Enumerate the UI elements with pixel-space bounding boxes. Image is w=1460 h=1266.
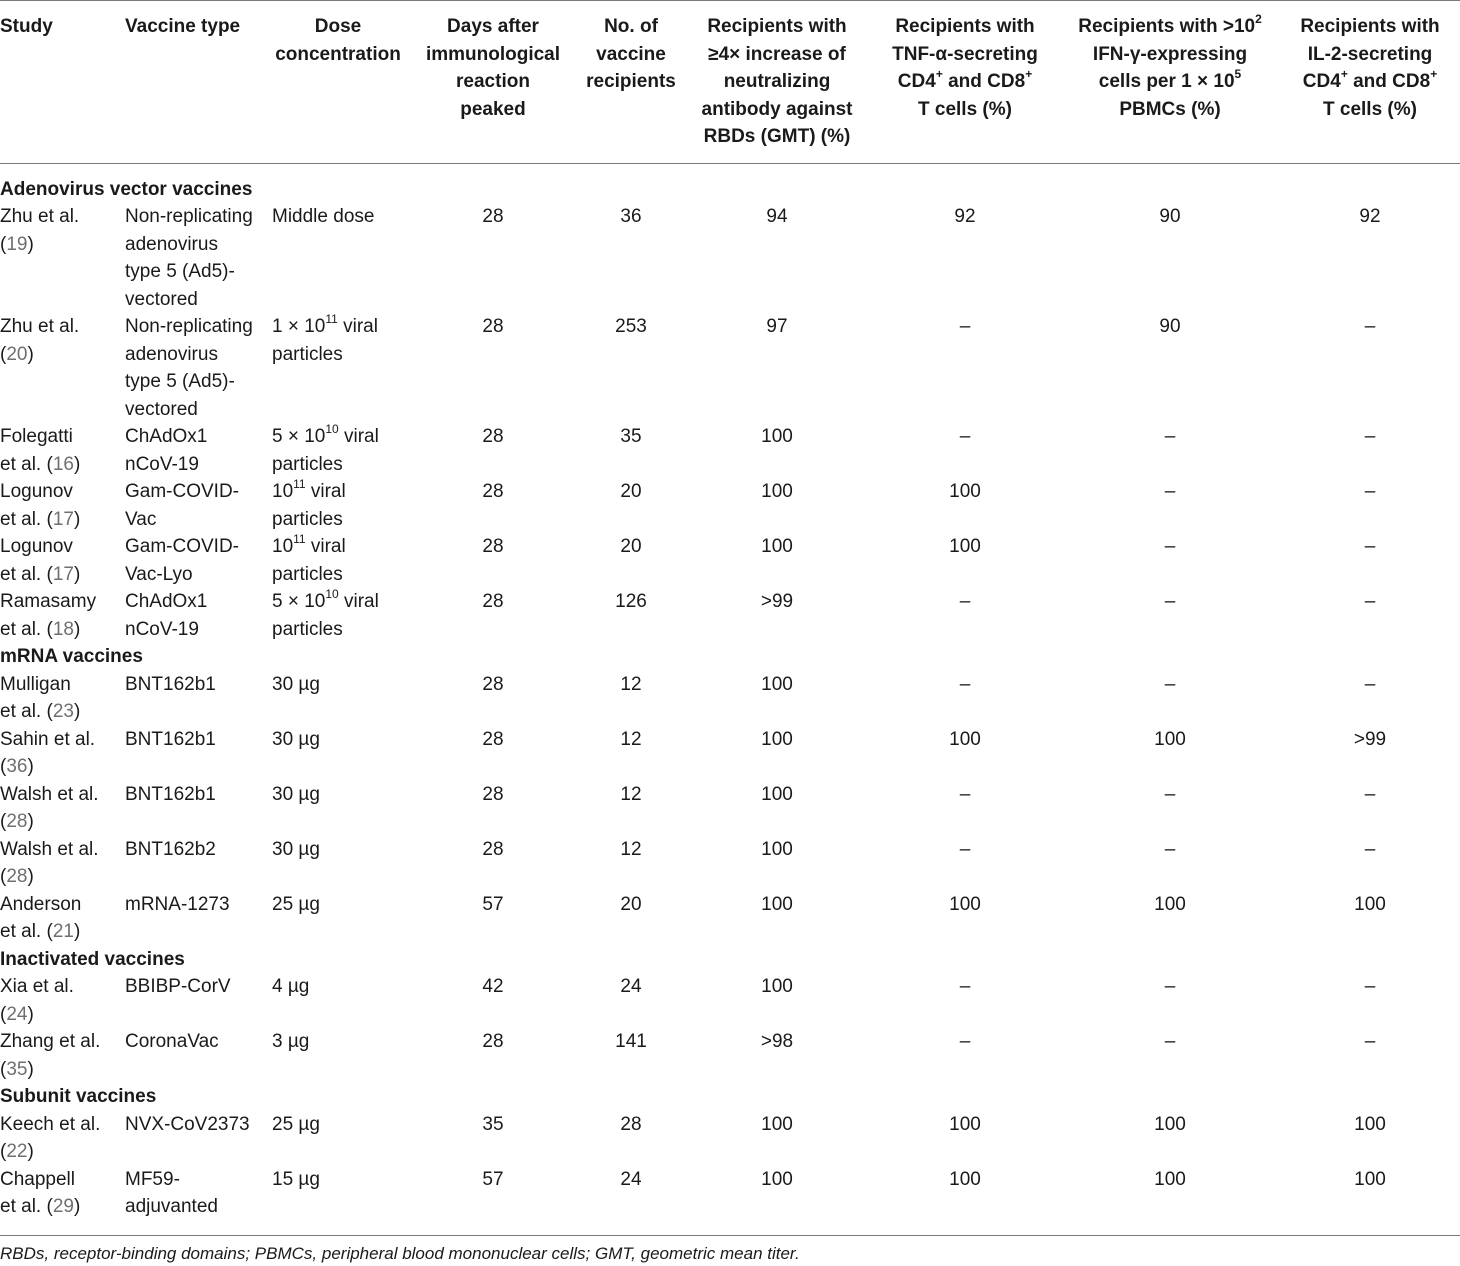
- group-row: [0, 643, 1460, 671]
- days-cell: 28: [482, 426, 504, 447]
- table-row: [0, 1111, 1460, 1166]
- group-heading: Inactivated vaccines: [0, 948, 185, 970]
- study-author: Zhu et al.: [0, 206, 80, 227]
- vaccine-type-line: adenovirus: [125, 343, 218, 365]
- il2-cell: –: [1364, 536, 1376, 557]
- paren-close: ): [73, 618, 81, 640]
- days-cell: 28: [482, 206, 504, 227]
- tnf-cell: –: [959, 838, 971, 860]
- recipients-cell: 35: [620, 426, 642, 447]
- neutralizing-cell: 100: [761, 673, 793, 695]
- reference-link[interactable]: 22: [6, 1141, 28, 1162]
- ifn-cell: –: [1164, 591, 1176, 612]
- paren-open: (: [0, 1003, 7, 1025]
- group-row: [0, 1083, 1460, 1111]
- il2-cell: –: [1364, 426, 1376, 447]
- tnf-cell: –: [959, 591, 971, 612]
- il2-cell: –: [1364, 783, 1376, 805]
- days-cell: 35: [482, 1113, 504, 1135]
- dose-cell: [268, 726, 408, 781]
- table-row: [0, 726, 1460, 781]
- vaccine-type-cell: [120, 203, 268, 313]
- dose-cell: [268, 781, 408, 836]
- neutralizing-cell: 100: [761, 728, 793, 750]
- ifn-cell: –: [1164, 976, 1176, 997]
- study-cell: [0, 973, 120, 1028]
- table-row: [0, 973, 1460, 1028]
- days-cell: 28: [482, 728, 504, 750]
- recipients-cell: 12: [620, 673, 642, 695]
- reference-link[interactable]: 19: [6, 233, 28, 255]
- paren-close: ): [27, 343, 34, 365]
- neutralizing-cell: 100: [761, 426, 793, 447]
- dose-value: 10: [272, 536, 294, 557]
- dose-unit-line2: particles: [272, 508, 343, 530]
- neutralizing-cell: 97: [766, 316, 788, 337]
- paren-open: (: [0, 1058, 7, 1080]
- dose-value: 5 × 10: [272, 426, 326, 447]
- vaccine-type-line: adenovirus: [125, 233, 218, 255]
- reference-link[interactable]: 16: [52, 453, 74, 475]
- paren-close: ): [27, 1003, 34, 1025]
- dose-exponent: 11: [293, 476, 306, 491]
- ifn-cell: –: [1164, 673, 1176, 695]
- tnf-cell: –: [959, 1031, 971, 1052]
- study-cell: [0, 1166, 120, 1236]
- vaccine-type-cell: [120, 891, 268, 946]
- days-cell: 28: [482, 783, 504, 805]
- reference-link[interactable]: 36: [6, 756, 28, 777]
- vaccine-type-line: BNT162b2: [125, 838, 216, 860]
- dose-value: Middle dose: [272, 206, 375, 227]
- neutralizing-cell: 100: [761, 1168, 793, 1190]
- vaccine-type-cell: [120, 1028, 268, 1083]
- table-footnote: RBDs, receptor-binding domains; PBMCs, peripheral blood mononuclear cells; GMT, geometric mean titer.: [0, 1243, 800, 1263]
- days-cell: 28: [482, 316, 504, 337]
- vaccine-type-line: Vac-Lyo: [125, 563, 193, 585]
- table-row: [0, 836, 1460, 891]
- ifn-cell: –: [1164, 1031, 1176, 1052]
- recipients-cell: 12: [620, 728, 642, 750]
- study-cell: [0, 533, 120, 588]
- neutralizing-cell: >99: [760, 591, 794, 612]
- dose-cell: [268, 671, 408, 726]
- dose-exponent: 10: [325, 421, 339, 436]
- col-header-dose: Dose concentration: [275, 16, 401, 65]
- study-author: Walsh et al.: [0, 838, 99, 860]
- vaccine-type-line: mRNA-1273: [125, 893, 230, 915]
- study-etal: et al. (: [0, 921, 53, 942]
- study-cell: [0, 588, 120, 643]
- table-row: [0, 533, 1460, 588]
- vaccine-type-line: Non-replicating: [125, 206, 253, 227]
- il2-cell: –: [1364, 481, 1376, 502]
- dose-unit-line2: particles: [272, 453, 343, 475]
- study-etal: et al. (: [0, 701, 53, 722]
- recipients-cell: 12: [620, 783, 642, 805]
- vaccine-type-line: Gam-COVID-: [125, 481, 239, 502]
- reference-link[interactable]: 17: [52, 508, 74, 530]
- paren-open: (: [0, 811, 7, 832]
- dose-cell: [268, 891, 408, 946]
- vaccine-type-cell: [120, 423, 268, 478]
- vaccine-type-cell: [120, 478, 268, 533]
- dose-unit: viral: [305, 536, 346, 557]
- il2-cell: 92: [1359, 206, 1381, 227]
- paren-open: (: [0, 343, 7, 365]
- il2-cell: –: [1364, 1031, 1376, 1052]
- vaccine-type-line: vectored: [125, 288, 198, 310]
- col-header-vaccine-type: Vaccine type: [125, 16, 241, 37]
- dose-cell: [268, 423, 408, 478]
- dose-cell: [268, 203, 408, 313]
- dose-value: 3 µg: [272, 1031, 310, 1052]
- tnf-cell: –: [959, 976, 971, 997]
- vaccine-type-line: NVX-CoV2373: [125, 1113, 250, 1135]
- vaccine-type-line: nCoV-19: [125, 618, 199, 640]
- reference-link[interactable]: 28: [6, 866, 28, 887]
- dose-unit-line2: particles: [272, 618, 343, 640]
- paren-open: (: [0, 233, 7, 255]
- vaccine-type-line: BNT162b1: [125, 783, 216, 805]
- tnf-cell: 100: [949, 1168, 981, 1190]
- paren-close: ): [27, 1058, 34, 1080]
- dose-unit: viral: [337, 316, 378, 337]
- reference-link[interactable]: 17: [52, 563, 74, 585]
- neutralizing-cell: 100: [761, 893, 793, 915]
- recipients-cell: 20: [620, 893, 642, 915]
- days-cell: 28: [482, 838, 504, 860]
- study-cell: [0, 423, 120, 478]
- days-cell: 57: [482, 893, 504, 915]
- ifn-cell: –: [1164, 426, 1176, 447]
- il2-cell: 100: [1354, 893, 1386, 915]
- dose-unit-line2: particles: [272, 343, 343, 365]
- dose-cell: [268, 1166, 408, 1236]
- dose-value: 25 µg: [272, 1113, 320, 1135]
- tnf-cell: 100: [949, 536, 981, 557]
- ifn-cell: –: [1164, 838, 1176, 860]
- ifn-cell: –: [1164, 536, 1176, 557]
- ifn-cell: 100: [1154, 1168, 1186, 1190]
- study-author: Zhang et al.: [0, 1031, 101, 1052]
- col-header-study: Study: [0, 16, 53, 37]
- neutralizing-cell: 94: [766, 206, 788, 227]
- paren-close: ): [27, 866, 34, 887]
- days-cell: 28: [482, 673, 504, 695]
- recipients-cell: 126: [615, 591, 647, 612]
- neutralizing-cell: 100: [761, 1113, 793, 1135]
- il2-cell: –: [1364, 976, 1376, 997]
- tnf-cell: 100: [949, 1113, 981, 1135]
- recipients-cell: 20: [620, 481, 642, 502]
- dose-unit: viral: [338, 591, 379, 612]
- vaccine-type-cell: [120, 671, 268, 726]
- neutralizing-cell: >98: [760, 1031, 794, 1052]
- days-cell: 42: [482, 976, 504, 997]
- study-author: Chappell: [0, 1168, 75, 1190]
- dose-value: 30 µg: [272, 728, 320, 750]
- study-author: Walsh et al.: [0, 783, 99, 805]
- paren-open: (: [0, 866, 7, 887]
- group-heading: mRNA vaccines: [0, 646, 143, 667]
- study-author: Logunov: [0, 481, 73, 502]
- reference-link[interactable]: 21: [52, 921, 74, 942]
- table-row: [0, 781, 1460, 836]
- vaccine-type-cell: [120, 588, 268, 643]
- tnf-cell: –: [959, 673, 971, 695]
- study-cell: [0, 478, 120, 533]
- tnf-cell: –: [959, 316, 971, 337]
- study-author: Logunov: [0, 536, 73, 557]
- il2-cell: 100: [1354, 1168, 1386, 1190]
- ifn-cell: –: [1164, 481, 1176, 502]
- study-author: Sahin et al.: [0, 728, 96, 750]
- dose-exponent: 11: [293, 531, 306, 546]
- reference-link[interactable]: 20: [6, 343, 28, 365]
- vaccine-type-cell: [120, 726, 268, 781]
- vaccine-type-cell: [120, 533, 268, 588]
- vaccine-type-line: Vac: [125, 508, 157, 530]
- tnf-cell: 100: [949, 481, 981, 502]
- neutralizing-cell: 100: [761, 838, 793, 860]
- vaccine-type-cell: [120, 781, 268, 836]
- vaccine-type-line: vectored: [125, 398, 198, 420]
- study-author: Folegatti: [0, 426, 73, 447]
- paren-open: (: [0, 1141, 7, 1162]
- vaccine-type-line: ChAdOx1: [125, 591, 208, 612]
- study-etal: et al. (: [0, 453, 53, 475]
- vaccine-type-cell: [120, 1111, 268, 1166]
- study-cell: [0, 726, 120, 781]
- days-cell: 28: [482, 1031, 504, 1052]
- days-cell: 28: [482, 481, 504, 502]
- il2-cell: –: [1364, 673, 1376, 695]
- vaccine-type-line: ChAdOx1: [125, 426, 208, 447]
- neutralizing-cell: 100: [761, 536, 793, 557]
- table-header: [0, 1, 1460, 164]
- dose-value: 10: [272, 481, 294, 502]
- paren-close: ): [27, 811, 34, 832]
- dose-cell: [268, 478, 408, 533]
- recipients-cell: 12: [620, 838, 642, 860]
- reference-link[interactable]: 23: [52, 701, 74, 722]
- ifn-cell: 100: [1154, 728, 1186, 750]
- ifn-cell: 100: [1154, 893, 1186, 915]
- il2-cell: –: [1364, 591, 1376, 612]
- vaccine-type-line: adjuvanted: [125, 1196, 218, 1217]
- il2-cell: >99: [1353, 728, 1387, 750]
- study-author: Ramasamy: [0, 591, 97, 612]
- vaccine-type-line: CoronaVac: [125, 1031, 219, 1052]
- ifn-cell: 100: [1154, 1113, 1186, 1135]
- study-author: Xia et al.: [0, 976, 74, 997]
- dose-cell: [268, 313, 408, 423]
- paren-close: ): [73, 701, 81, 722]
- paren-close: ): [73, 921, 81, 942]
- ifn-cell: 90: [1159, 316, 1181, 337]
- dose-value: 30 µg: [272, 838, 320, 860]
- study-etal: et al. (: [0, 1196, 53, 1217]
- col-header-tnf: Recipients with TNF-α-secreting CD4+ and CD8+ T cells (%): [892, 16, 1038, 120]
- paren-close: ): [27, 1141, 34, 1162]
- study-cell: [0, 1111, 120, 1166]
- recipients-cell: 24: [620, 976, 642, 997]
- dose-value: 5 × 10: [272, 591, 326, 612]
- reference-link[interactable]: 24: [6, 1003, 28, 1025]
- study-author: Zhu et al.: [0, 316, 80, 337]
- dose-cell: [268, 1028, 408, 1083]
- dose-cell: [268, 588, 408, 643]
- study-cell: [0, 836, 120, 891]
- study-author: Mulligan: [0, 673, 71, 695]
- dose-cell: [268, 533, 408, 588]
- tnf-cell: 92: [954, 206, 976, 227]
- dose-value: 30 µg: [272, 783, 320, 805]
- table-row: [0, 203, 1460, 313]
- table-row: [0, 423, 1460, 478]
- paren-open: (: [0, 756, 7, 777]
- study-etal: et al. (: [0, 508, 53, 530]
- il2-cell: –: [1364, 838, 1376, 860]
- recipients-cell: 253: [615, 316, 647, 337]
- paren-close: ): [73, 453, 81, 475]
- ifn-cell: 90: [1159, 206, 1181, 227]
- vaccine-type-line: type 5 (Ad5)-: [125, 261, 235, 282]
- study-author: Anderson: [0, 893, 82, 915]
- vaccine-type-cell: [120, 973, 268, 1028]
- table-row: [0, 478, 1460, 533]
- vaccine-type-line: BNT162b1: [125, 728, 216, 750]
- dose-unit: viral: [338, 426, 379, 447]
- vaccine-type-cell: [120, 1166, 268, 1236]
- group-row: [0, 946, 1460, 974]
- dose-unit-line2: particles: [272, 563, 343, 585]
- reference-link[interactable]: 35: [6, 1058, 28, 1080]
- recipients-cell: 28: [620, 1113, 642, 1135]
- table-row: [0, 1166, 1460, 1236]
- paren-close: ): [27, 756, 34, 777]
- reference-link[interactable]: 18: [52, 618, 74, 640]
- study-cell: [0, 203, 120, 313]
- recipients-cell: 20: [620, 536, 642, 557]
- paren-close: ): [73, 1196, 81, 1217]
- group-row: [0, 163, 1460, 203]
- study-etal: et al. (: [0, 618, 53, 640]
- dose-exponent: 10: [325, 586, 339, 601]
- days-cell: 28: [482, 536, 504, 557]
- table-row: [0, 313, 1460, 423]
- col-header-ifn: Recipients with $>10^2$ IFN-γ-expressing cells per $1 \times 10^5$ PBMCs (%): [1078, 11, 1262, 120]
- vaccine-type-line: nCoV-19: [125, 453, 199, 475]
- tnf-cell: –: [959, 783, 971, 805]
- il2-cell: –: [1364, 316, 1376, 337]
- tnf-cell: 100: [949, 728, 981, 750]
- tnf-cell: 100: [949, 893, 981, 915]
- days-cell: 28: [482, 591, 504, 612]
- paren-close: ): [73, 508, 81, 530]
- recipients-cell: 36: [620, 206, 642, 227]
- vaccine-type-cell: [120, 313, 268, 423]
- group-heading: Adenovirus vector vaccines: [0, 178, 253, 200]
- dose-value: 4 µg: [272, 976, 310, 997]
- table-row: [0, 588, 1460, 643]
- study-cell: [0, 671, 120, 726]
- neutralizing-cell: 100: [761, 976, 793, 997]
- dose-cell: [268, 836, 408, 891]
- col-header-recipients: No. of vaccine recipients: [586, 16, 676, 92]
- dose-value: 15 µg: [272, 1168, 320, 1190]
- recipients-cell: 24: [620, 1168, 642, 1190]
- dose-value: 30 µg: [272, 673, 320, 695]
- ifn-cell: –: [1164, 783, 1176, 805]
- dose-value: 1 × 10: [272, 316, 326, 337]
- days-cell: 57: [482, 1168, 504, 1190]
- vaccine-type-line: Gam-COVID-: [125, 536, 239, 557]
- study-author: Keech et al.: [0, 1113, 101, 1135]
- neutralizing-cell: 100: [761, 481, 793, 502]
- group-heading: Subunit vaccines: [0, 1086, 157, 1107]
- study-cell: [0, 781, 120, 836]
- dose-unit: viral: [305, 481, 346, 502]
- col-header-il2: Recipients with IL-2-secreting CD4+ and CD8+ T cells (%): [1300, 16, 1440, 120]
- table-body: [0, 163, 1460, 1235]
- vaccine-type-line: type 5 (Ad5)-: [125, 371, 235, 392]
- table-row: [0, 1028, 1460, 1083]
- col-header-neutralizing: Recipients with ≥4× increase of neutralizing antibody against RBDs (GMT) (%): [701, 16, 853, 147]
- tnf-cell: –: [959, 426, 971, 447]
- recipients-cell: 141: [615, 1031, 647, 1052]
- reference-link[interactable]: 28: [6, 811, 28, 832]
- dose-cell: [268, 973, 408, 1028]
- vaccine-type-line: BBIBP-CorV: [125, 976, 231, 997]
- table-row: [0, 891, 1460, 946]
- study-cell: [0, 1028, 120, 1083]
- dose-exponent: 11: [325, 311, 338, 326]
- vaccine-type-line: Non-replicating: [125, 316, 253, 337]
- reference-link[interactable]: 29: [52, 1196, 74, 1217]
- paren-close: ): [27, 233, 34, 255]
- vaccine-type-line: BNT162b1: [125, 673, 216, 695]
- il2-cell: 100: [1354, 1113, 1386, 1135]
- neutralizing-cell: 100: [761, 783, 793, 805]
- study-cell: [0, 313, 120, 423]
- vaccine-type-line: MF59-: [125, 1168, 180, 1190]
- table-row: [0, 671, 1460, 726]
- study-cell: [0, 891, 120, 946]
- dose-cell: [268, 1111, 408, 1166]
- dose-value: 25 µg: [272, 893, 320, 915]
- study-etal: et al. (: [0, 563, 53, 585]
- col-header-days: Days after immunological reaction peaked: [425, 16, 561, 120]
- vaccine-type-cell: [120, 836, 268, 891]
- paren-close: ): [73, 563, 81, 585]
